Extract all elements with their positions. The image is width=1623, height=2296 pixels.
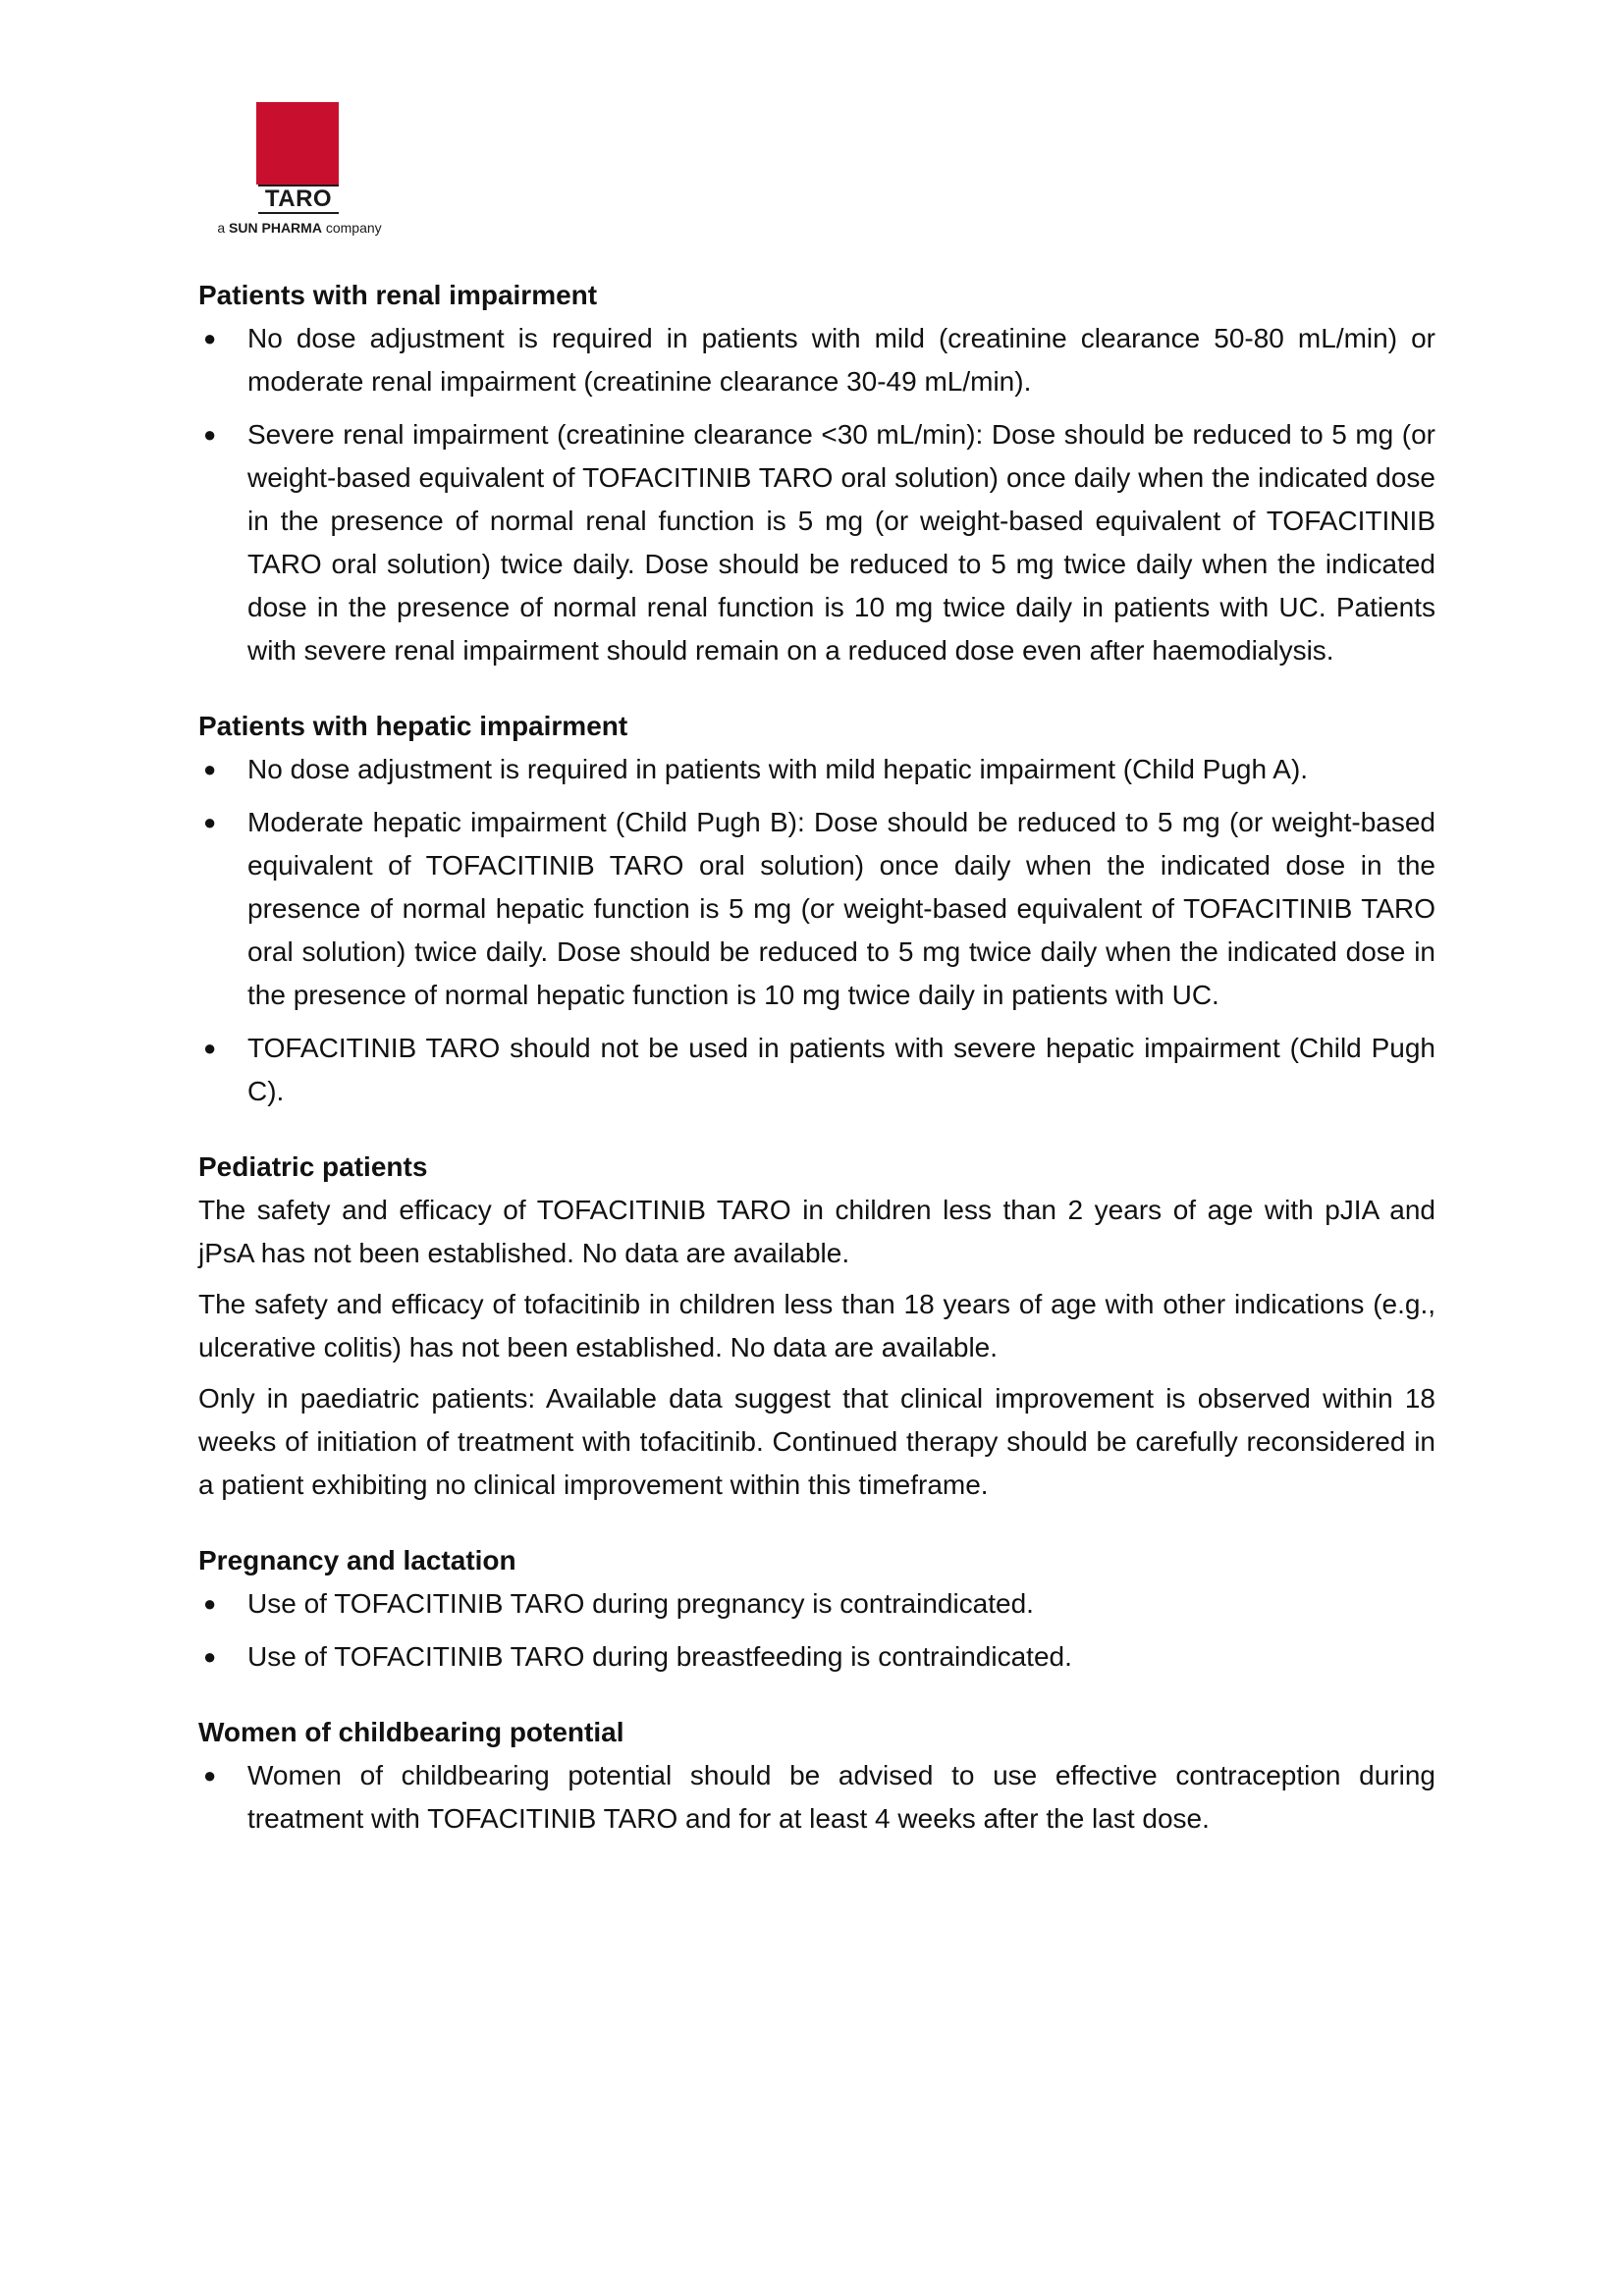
section-pregnancy (198, 1539, 1435, 1679)
bullet-icon: ● (203, 1036, 217, 1060)
list-item-text: No dose adjustment is required in patients with mild (creatinine clearance 50-80 mL/min) or moderate renal impairment (creatinine clearance 30-49 mL/min). (247, 323, 1435, 397)
bullet-list (198, 317, 1435, 672)
section-pediatric (198, 1146, 1435, 1507)
bullet-icon: ● (203, 422, 217, 447)
paragraph: Only in paediatric patients: Available data suggest that clinical improvement is observed within 18 weeks of initiation of treatment with tofacitinib. Continued therapy should be carefully reconsidered in a patient exhibiting no clinical improvement within this timeframe. (198, 1383, 1435, 1500)
document-body (198, 274, 1435, 1873)
paragraph: The safety and efficacy of tofacitinib in children less than 18 years of age with other indications (e.g., ulcerative colitis) has not been established. No data are available. (198, 1289, 1435, 1362)
list-item-text: Women of childbearing potential should be advised to use effective contraception during treatment with TOFACITINIB TARO and for at least 4 weeks after the last dose. (247, 1760, 1435, 1834)
bullet-icon: ● (203, 757, 217, 781)
list-item-text: No dose adjustment is required in patients with mild hepatic impairment (Child Pugh A). (247, 754, 1309, 784)
logo-brand-text: TARO (258, 185, 339, 214)
list-item-text: Use of TOFACITINIB TARO during pregnancy is contraindicated. (247, 1588, 1034, 1619)
logo-square-icon (256, 102, 339, 185)
list-item (198, 413, 1435, 672)
section-women (198, 1711, 1435, 1841)
list-item (198, 1754, 1435, 1841)
section-heading: Pregnancy and lactation (198, 1545, 516, 1575)
section-heading: Women of childbearing potential (198, 1717, 624, 1747)
list-item (198, 748, 1435, 791)
list-item (198, 1027, 1435, 1113)
list-item (198, 317, 1435, 403)
section-hepatic (198, 705, 1435, 1113)
section-heading: Patients with hepatic impairment (198, 711, 628, 741)
bullet-list (198, 1754, 1435, 1841)
section-renal (198, 274, 1435, 672)
paragraph: The safety and efficacy of TOFACITINIB TARO in children less than 2 years of age with pJIA and jPsA has not been established. No data are available. (198, 1195, 1435, 1268)
list-item-text: Moderate hepatic impairment (Child Pugh B): Dose should be reduced to 5 mg (or weight-based equivalent of TOFACITINIB TARO oral solution) once daily when the indicated dose in the presence of normal hepatic function is 5 mg (or weight-based equivalent of TOFACITINIB TARO oral solution) twice daily. Dose should be reduced to 5 mg twice daily when the indicated dose in the presence of normal hepatic function is 10 mg twice daily in patients with UC. (247, 807, 1435, 1010)
logo-tagline (201, 220, 398, 236)
logo-tagline-suffix: company (325, 220, 382, 236)
taro-logo (201, 98, 398, 245)
list-item (198, 1582, 1435, 1626)
bullet-list (198, 748, 1435, 1113)
list-item (198, 801, 1435, 1017)
bullet-icon: ● (203, 1763, 217, 1788)
bullet-icon: ● (203, 1591, 217, 1616)
list-item-text: Use of TOFACITINIB TARO during breastfeeding is contraindicated. (247, 1641, 1072, 1672)
section-heading: Patients with renal impairment (198, 280, 598, 310)
bullet-icon: ● (203, 1644, 217, 1669)
list-item-text: Severe renal impairment (creatinine clearance <30 mL/min): Dose should be reduced to 5 mg (or weight-based equivalent of TOFACITINIB TARO oral solution) once daily when the indicated dose in the presence of normal renal function is 5 mg (or weight-based equivalent of TOFACITINIB TARO oral solution) twice daily. Dose should be reduced to 5 mg twice daily when the indicated dose in the presence of normal renal function is 10 mg twice daily in patients with UC. Patients with severe renal impairment should remain on a reduced dose even after haemodialysis. (247, 419, 1435, 666)
logo-tagline-prefix: a (217, 220, 226, 236)
list-item-text: TOFACITINIB TARO should not be used in patients with severe hepatic impairment (Child Pugh C). (247, 1033, 1435, 1106)
section-heading: Pediatric patients (198, 1151, 428, 1182)
bullet-icon: ● (203, 326, 217, 350)
bullet-list (198, 1582, 1435, 1679)
logo-tagline-bold: SUN PHARMA (229, 220, 322, 236)
list-item (198, 1635, 1435, 1679)
bullet-icon: ● (203, 810, 217, 834)
